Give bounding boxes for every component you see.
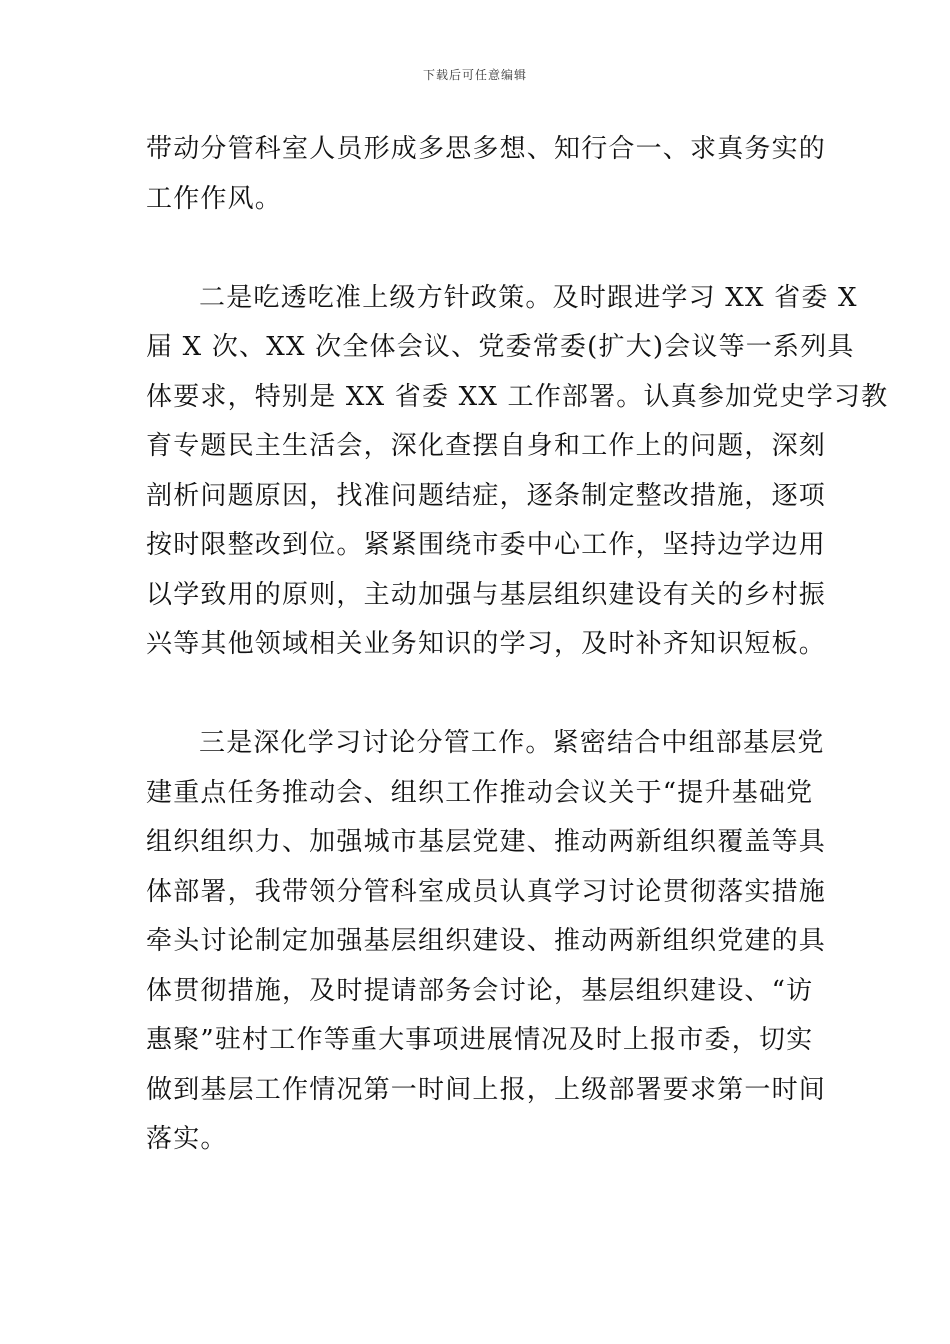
paragraph-discussion-work (146, 719, 827, 1165)
text-line: 兴等其他领域相关业务知识的学习，及时补齐知识短板。 (146, 629, 827, 659)
text-line: 剖析问题原因，找准问题结症，逐条制定整改措施，逐项 (146, 480, 827, 511)
text-line: 工作作风。 (146, 183, 283, 214)
paragraph-continuation (146, 125, 827, 224)
paragraph-policy-study (146, 274, 889, 670)
text-line: 按时限整改到位。紧紧围绕市委中心工作，坚持边学边用 (146, 530, 827, 560)
text-line: 组织组织力、加强城市基层党建、推动两新组织覆盖等具 (146, 827, 827, 857)
text-line: 惠聚”驻村工作等重大事项进展情况及时上报市委，切实 (146, 1025, 814, 1055)
text-line: 牵头讨论制定加强基层组织建设、推动两新组织党建的具 (146, 926, 827, 956)
text-line: 以学致用的原则，主动加强与基层组织建设有关的乡村振 (146, 579, 827, 610)
document-body (146, 125, 889, 1165)
text-line: 体部署，我带领分管科室成员认真学习讨论贯彻落实措施 (146, 876, 827, 907)
text-line: 体要求，特别是 XX 省委 XX 工作部署。认真参加党史学习教 (146, 381, 889, 412)
text-line: 落实。 (146, 1124, 228, 1154)
text-line: 做到基层工作情况第一时间上报，上级部署要求第一时间 (146, 1074, 827, 1105)
text-line: 三是深化学习讨论分管工作。紧密结合中组部基层党 (199, 728, 825, 758)
text-line: 育专题民主生活会，深化查摆自身和工作上的问题，深刻 (146, 431, 827, 461)
page-header-note: 下载后可任意编辑 (422, 68, 527, 82)
text-line: 建重点任务推动会、组织工作推动会议关于“提升基础党 (146, 777, 814, 808)
text-line: 带动分管科室人员形成多思多想、知行合一、求真务实的 (146, 134, 827, 164)
text-line: 二是吃透吃准上级方针政策。及时跟进学习 XX 省委 X (199, 282, 858, 313)
text-line: 届 X 次、XX 次全体会议、党委常委(扩大)会议等一系列具 (146, 332, 855, 362)
text-line: 体贯彻措施，及时提请部务会讨论，基层组织建设、“访 (146, 975, 814, 1006)
